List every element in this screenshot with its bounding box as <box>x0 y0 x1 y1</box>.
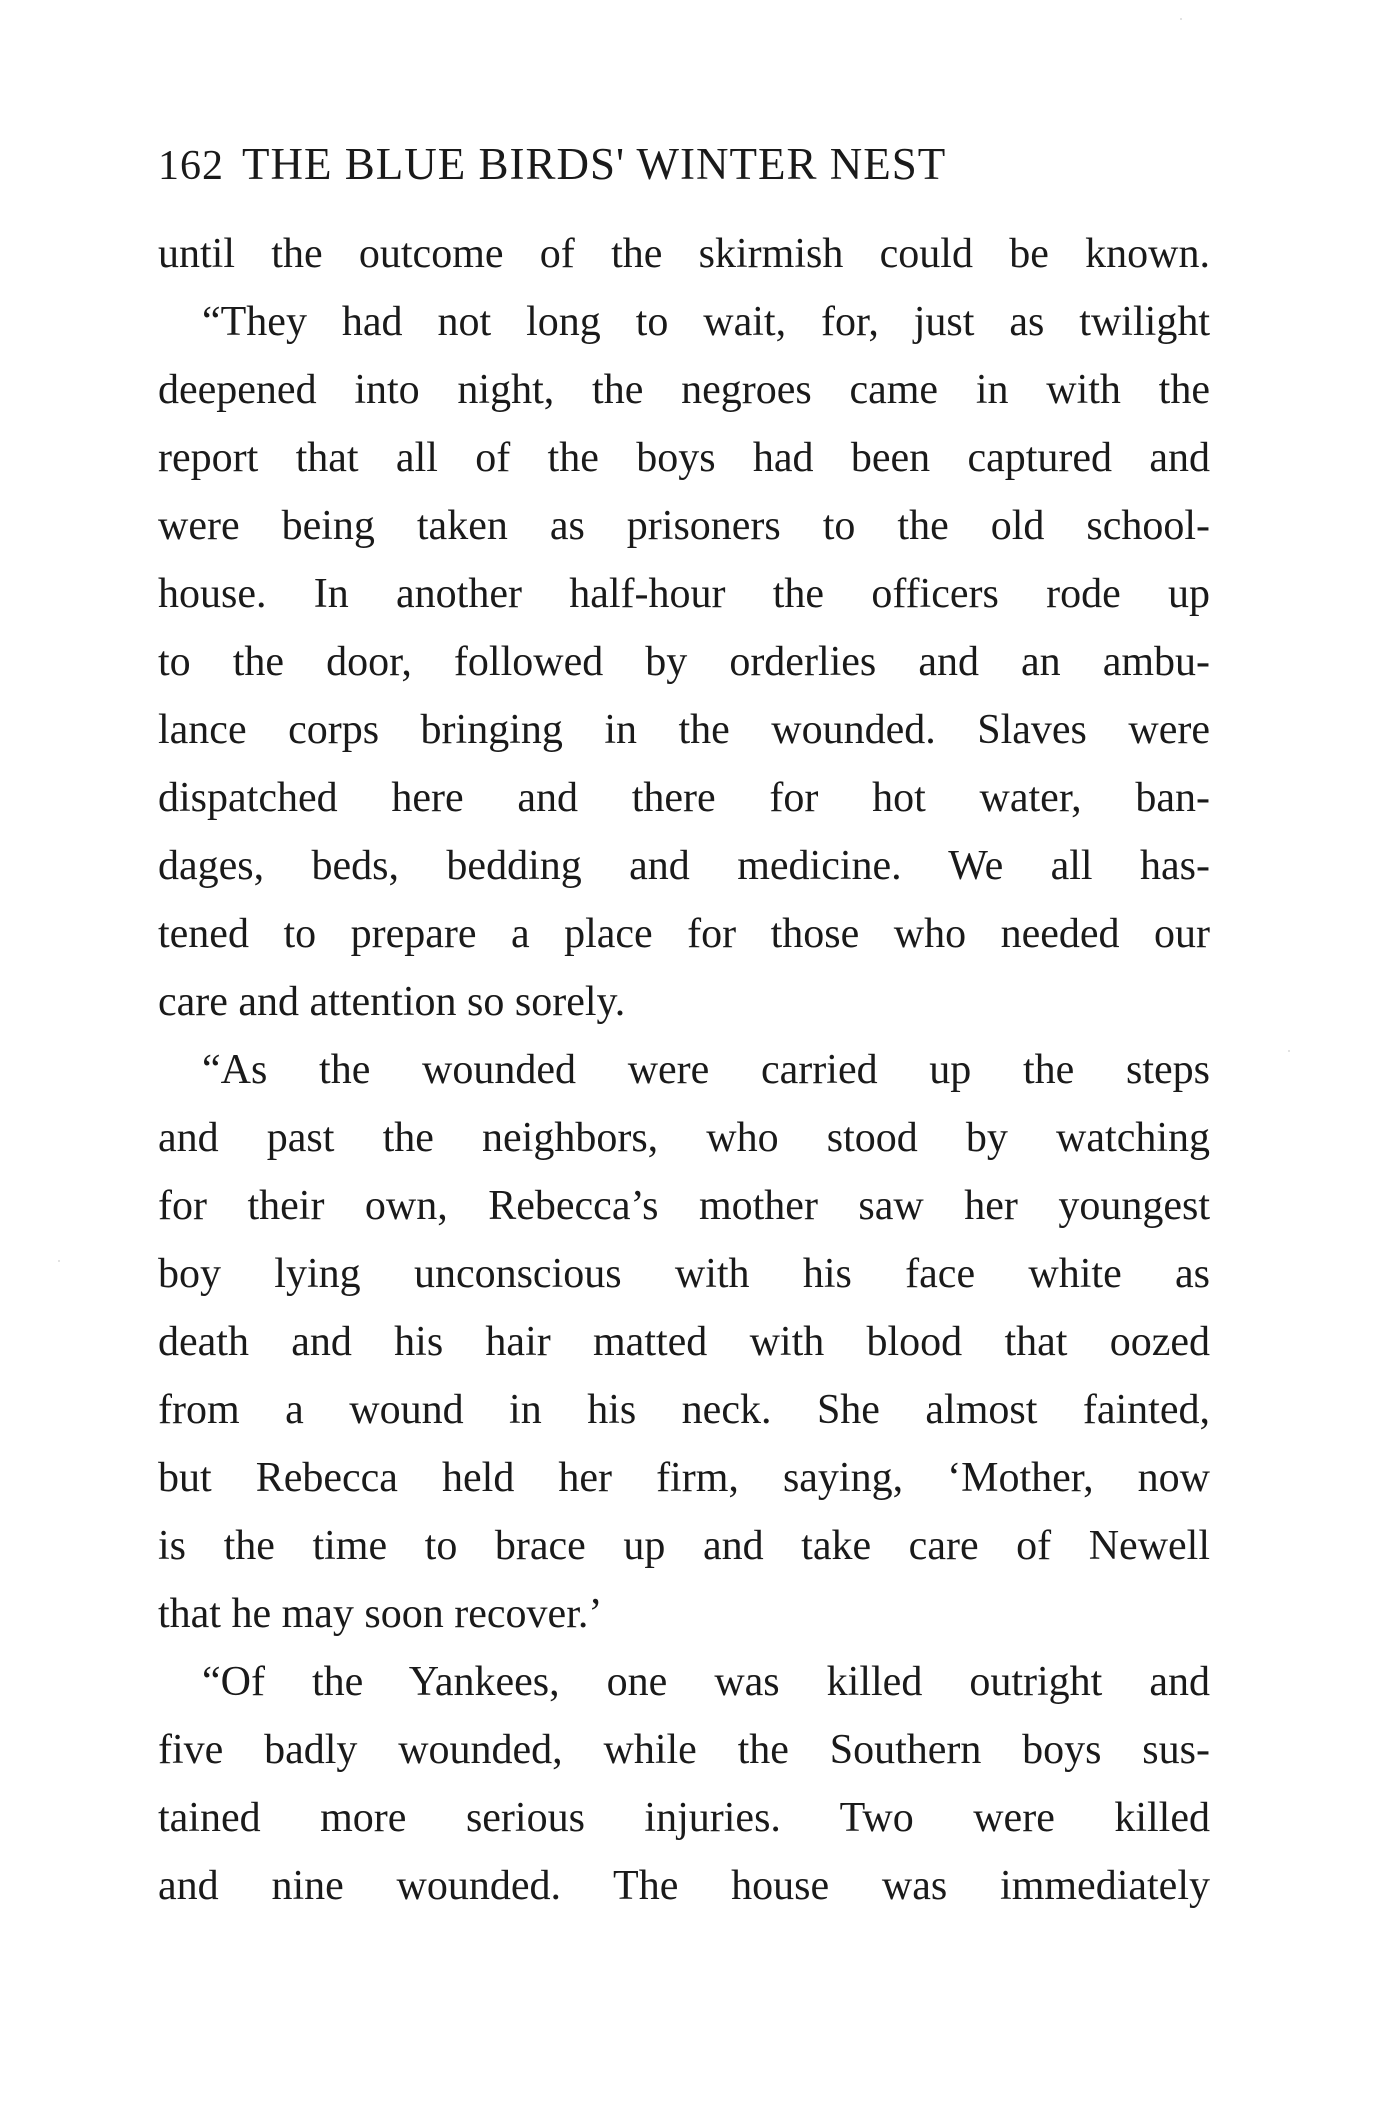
text-line: boy lying unconscious with his face white as <box>158 1251 1210 1297</box>
text-line: but Rebecca held her firm, saying, ‘Mother, now <box>158 1455 1210 1501</box>
running-title: THE BLUE BIRDS' WINTER NEST <box>242 139 947 189</box>
text-line: that he may soon recover.’ <box>158 1591 603 1637</box>
text-line: is the time to brace up and take care of Newell <box>158 1523 1210 1569</box>
text-line: deepened into night, the negroes came in with the <box>158 367 1210 413</box>
text-line: for their own, Rebecca’s mother saw her youngest <box>158 1183 1210 1229</box>
text-line: “Of the Yankees, one was killed outright and <box>202 1659 1210 1705</box>
text-line: lance corps bringing in the wounded. Slaves were <box>158 707 1210 753</box>
page-number: 162 <box>158 143 224 189</box>
body-text <box>158 220 1210 1920</box>
text-line: house. In another half-hour the officers rode up <box>158 571 1210 617</box>
paper-speck <box>58 1260 60 1262</box>
text-line: from a wound in his neck. She almost fainted, <box>158 1387 1210 1433</box>
text-line: report that all of the boys had been captured and <box>158 435 1210 481</box>
text-line: until the outcome of the skirmish could be known. <box>158 231 1210 277</box>
text-line: to the door, followed by orderlies and an ambu- <box>158 639 1210 685</box>
text-line: and nine wounded. The house was immediately <box>158 1863 1210 1909</box>
text-line: five badly wounded, while the Southern boys sus- <box>158 1727 1210 1773</box>
text-line: “They had not long to wait, for, just as twilight <box>202 299 1210 345</box>
paper-speck <box>1180 18 1182 20</box>
text-line: “As the wounded were carried up the steps <box>202 1047 1210 1093</box>
text-line: dages, beds, bedding and medicine. We all has- <box>158 843 1210 889</box>
text-line: and past the neighbors, who stood by watching <box>158 1115 1210 1161</box>
text-line: dispatched here and there for hot water, ban- <box>158 775 1210 821</box>
text-line: tained more serious injuries. Two were killed <box>158 1795 1210 1841</box>
text-line: care and attention so sorely. <box>158 979 626 1025</box>
text-line: tened to prepare a place for those who needed our <box>158 911 1210 957</box>
paper-speck <box>1288 1050 1290 1052</box>
text-line: death and his hair matted with blood that oozed <box>158 1319 1210 1365</box>
text-line: were being taken as prisoners to the old school- <box>158 503 1210 549</box>
running-head <box>158 134 1220 196</box>
